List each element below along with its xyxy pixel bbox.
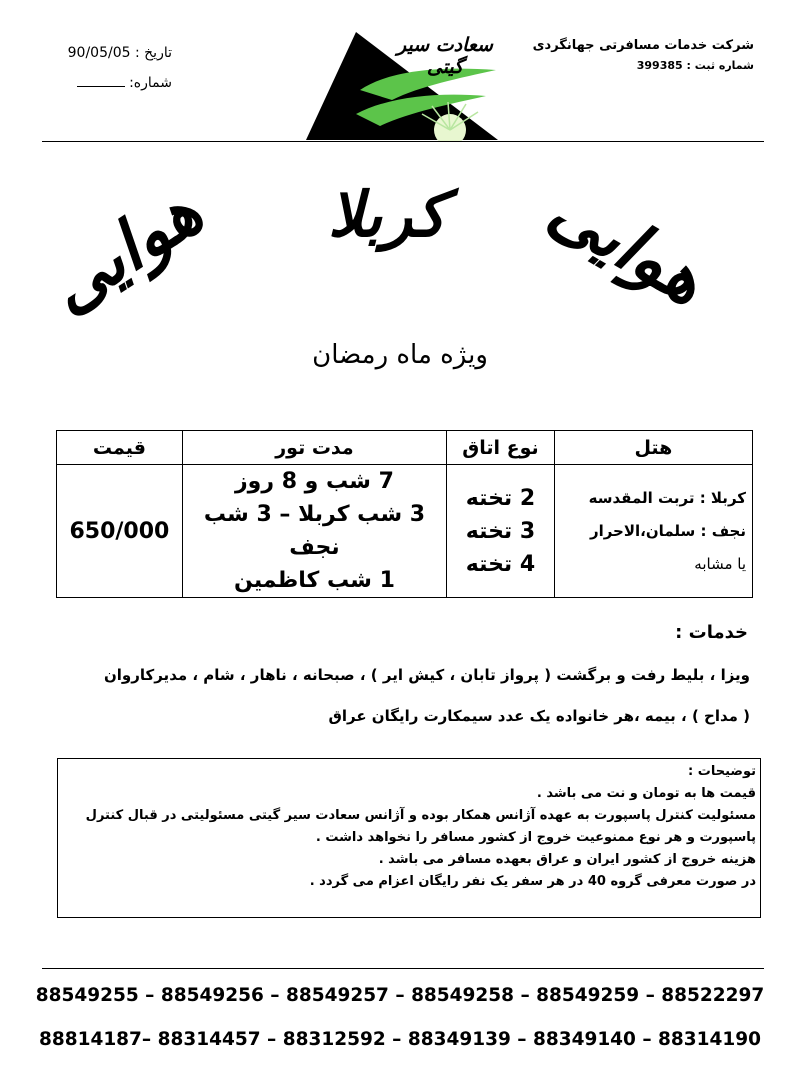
notes-line: پاسپورت و هر نوع ممنوعیت خروج از کشور مسافر را نخواهد داشت . bbox=[315, 830, 756, 845]
title-word-middle: کربلا bbox=[328, 178, 446, 251]
room-line: 4 تخته bbox=[465, 551, 536, 577]
table-header-row bbox=[57, 431, 753, 465]
registration-number: شماره ثبت : 399385 bbox=[636, 59, 754, 72]
date-label: تاریخ : 90/05/05 bbox=[67, 45, 172, 61]
duration-line: 1 شب کاظمین bbox=[234, 568, 395, 593]
header-duration: مدت تور bbox=[182, 431, 446, 465]
subtitle-text: ویژه ماه رمضان bbox=[312, 340, 488, 370]
duration-line: 3 شب کربلا – 3 شب نجف bbox=[203, 502, 426, 560]
room-type-cell bbox=[447, 465, 555, 598]
notes-line: هزینه خروج از کشور ایران و عراق بعهده مسافر می باشد . bbox=[378, 852, 756, 867]
room-line: 3 تخته bbox=[465, 518, 536, 544]
number-field bbox=[52, 68, 172, 98]
price-value: 650/000 bbox=[69, 518, 170, 544]
header-price: قیمت bbox=[57, 431, 183, 465]
notes-line: در صورت معرفی گروه 40 در هر سفر یک نفر رایگان اعزام می گردد . bbox=[309, 874, 756, 889]
company-name: شرکت خدمات مسافرتی جهانگردی bbox=[532, 38, 754, 53]
number-blank bbox=[77, 74, 125, 87]
duration-cell bbox=[182, 465, 446, 598]
subtitle bbox=[0, 340, 800, 370]
header-divider bbox=[42, 141, 764, 142]
hotel-line: یا مشابه bbox=[694, 554, 746, 573]
table-row bbox=[57, 465, 753, 598]
notes-line: قیمت ها به تومان و نت می باشد . bbox=[536, 786, 756, 801]
room-line: 2 تخته bbox=[465, 485, 536, 511]
phone-numbers-line-2: 88814187– 88314457 – 88312592 – 88349139 – 88349140 – 88314190 bbox=[38, 1029, 762, 1050]
hotel-line: نجف : سلمان،الاحرار bbox=[589, 521, 746, 540]
number-label: شماره: bbox=[129, 75, 172, 91]
header-hotel: هتل bbox=[554, 431, 752, 465]
header-room-type: نوع اتاق bbox=[447, 431, 555, 465]
duration-line: 7 شب و 8 روز bbox=[235, 469, 394, 494]
company-info bbox=[533, 36, 754, 76]
notes-heading: توضیحات : bbox=[688, 764, 756, 779]
footer-divider bbox=[42, 968, 764, 969]
logo-text: سعادت سیر گیتی bbox=[397, 34, 493, 78]
price-cell bbox=[57, 465, 183, 598]
document-meta bbox=[52, 38, 172, 98]
title-word-left: هوایی bbox=[33, 171, 216, 329]
services-line-2: ( مداح ) ، بیمه ،هر خانواده یک عدد سیمکارت رایگان عراق bbox=[328, 707, 750, 725]
hotel-line: کربلا : تربت المقدسه bbox=[588, 488, 746, 507]
hotel-cell bbox=[554, 465, 752, 598]
services-line-1: ویزا ، بلیط رفت و برگشت ( پرواز تابان ، کیش ایر ) ، صبحانه ، ناهار ، شام ، مدیرکاروان bbox=[103, 666, 750, 684]
notes-line: مسئولیت کنترل پاسپورت به عهده آژانس همکار بوده و آژانس سعادت سیر گیتی مسئولیتی در قبال کنترل bbox=[85, 808, 756, 823]
tour-table bbox=[56, 430, 753, 598]
title-word-right: هوایی bbox=[536, 168, 720, 322]
notes-box bbox=[57, 758, 761, 918]
phone-numbers-line-1: 88549255 – 88549256 – 88549257 – 88549258 – 88549259 – 88522297 bbox=[35, 985, 765, 1006]
services-heading: خدمات : bbox=[675, 622, 748, 643]
